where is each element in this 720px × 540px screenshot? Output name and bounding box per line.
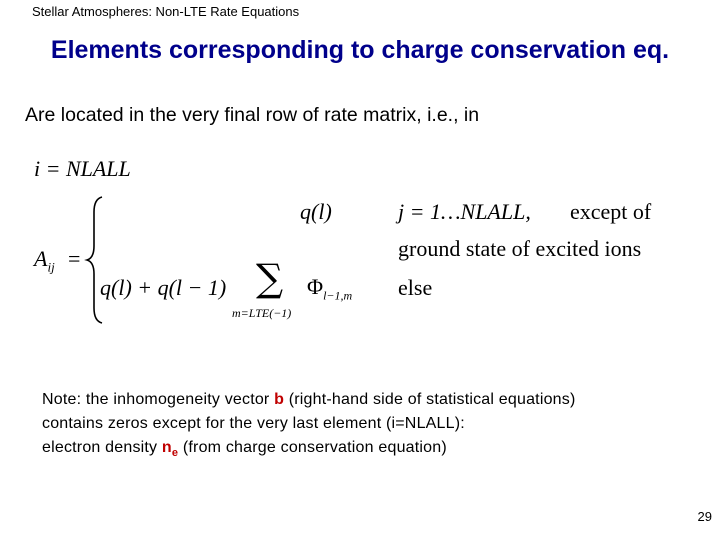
phi-subscript: l−1,m xyxy=(323,288,353,303)
case1-condition-ground-state: ground state of excited ions xyxy=(398,236,642,261)
note-text: (from charge conservation equation) xyxy=(178,439,447,456)
intro-text: Are located in the very final row of rate matrix, i.e., in xyxy=(25,104,480,126)
note-text: (right-hand side of statistical equations) xyxy=(284,391,576,408)
note-text: Note: the inhomogeneity vector xyxy=(42,391,275,408)
note-line-2: contains zeros except for the very last element (i=NLALL): xyxy=(42,415,465,432)
matrix-symbol: A xyxy=(34,246,48,271)
case2-condition: else xyxy=(398,275,433,300)
note-line-3 xyxy=(42,436,576,465)
note-block xyxy=(42,388,576,465)
matrix-indices: ij xyxy=(47,259,55,275)
case1-condition-range: j = 1…NLALL, xyxy=(398,199,531,224)
electron-density-sub: e xyxy=(171,447,179,460)
case1-condition-except: except of xyxy=(570,199,652,224)
summation-lower-limit: m=LTE(−1) xyxy=(232,306,292,320)
note-line-1 xyxy=(42,388,576,412)
phi-term xyxy=(307,274,352,303)
left-brace xyxy=(84,196,106,324)
slide-header: Stellar Atmospheres: Non-LTE Rate Equations xyxy=(32,4,300,19)
case2-expression: q(l) + q(l − 1) xyxy=(100,275,227,300)
vector-b: b xyxy=(274,391,285,408)
note-text: electron density xyxy=(42,439,162,456)
phi-symbol: Φ xyxy=(307,274,324,299)
electron-density-symbol xyxy=(161,439,179,460)
matrix-element xyxy=(34,246,55,275)
summation-symbol: ∑ xyxy=(256,256,284,300)
electron-density-n: n xyxy=(161,439,172,456)
case1-expression: q(l) xyxy=(300,199,332,224)
slide-title: Elements corresponding to charge conservation eq. xyxy=(50,36,670,64)
page-number: 29 xyxy=(697,509,712,524)
row-definition: i = NLALL xyxy=(34,156,131,181)
equals-sign: = xyxy=(68,246,81,271)
